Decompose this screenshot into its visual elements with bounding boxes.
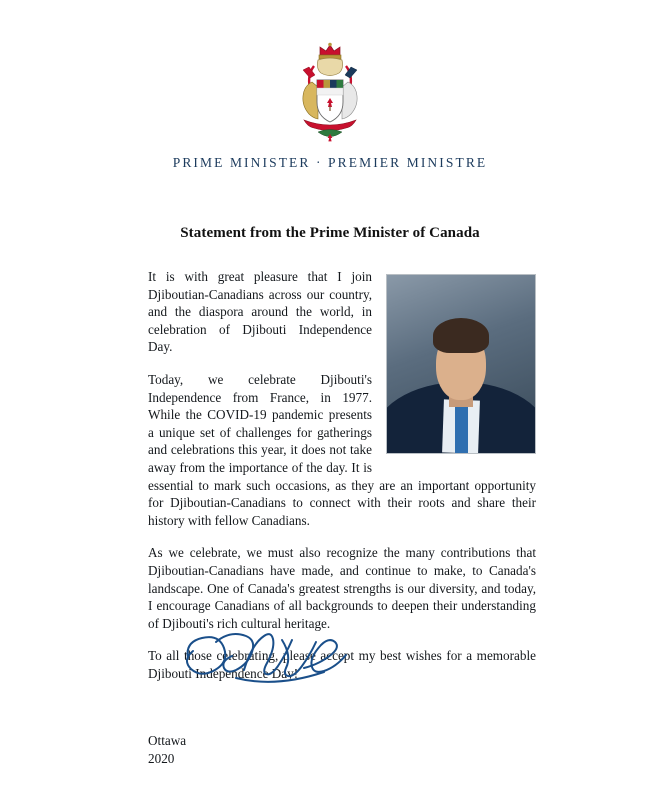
portrait-photo <box>386 274 536 454</box>
letter-footer <box>148 732 186 767</box>
portrait-tie <box>455 403 468 453</box>
canada-coat-of-arms-icon <box>288 42 372 146</box>
office-title-line: PRIME MINISTER · PREMIER MINISTRE <box>172 155 488 170</box>
paragraph: Today, we celebrate Djibouti's Independence from France, in 1977. While the COVID-19 pandemic presents a unique set of challenges for gatherings and celebrations this year, it does not take away from the importance of the day. It is essential to mark such occasions, as they are an important opportunity for Djiboutian-Canadians to connect with their roots and share their history with fellow Canadians. <box>148 371 536 528</box>
paragraph: It is with great pleasure that I join Djiboutian-Canadians across our country, and the diaspora around the world, in celebration of Djibouti Independence Day. <box>148 269 372 355</box>
signature-image <box>178 612 398 702</box>
page-title: Statement from the Prime Minister of Canada <box>180 225 480 241</box>
paragraph: As we celebrate, we must also recognize the many contributions that Djiboutian-Canadians have made, and continue to make, to Canada's landscape. One of Canada's greatest strengths is our diversity, and today, I encourage Canadians of all backgrounds to deepen their understanding of Djibouti's rich cultural heritage. <box>148 545 536 631</box>
paragraph: To all those celebrating, please accept my best wishes for a memorable Djibouti Independence Day! <box>148 648 536 681</box>
crest-container <box>0 42 660 146</box>
portrait-hair <box>433 318 489 354</box>
footer-city: Ottawa <box>148 733 187 748</box>
footer-year: 2020 <box>148 750 175 766</box>
